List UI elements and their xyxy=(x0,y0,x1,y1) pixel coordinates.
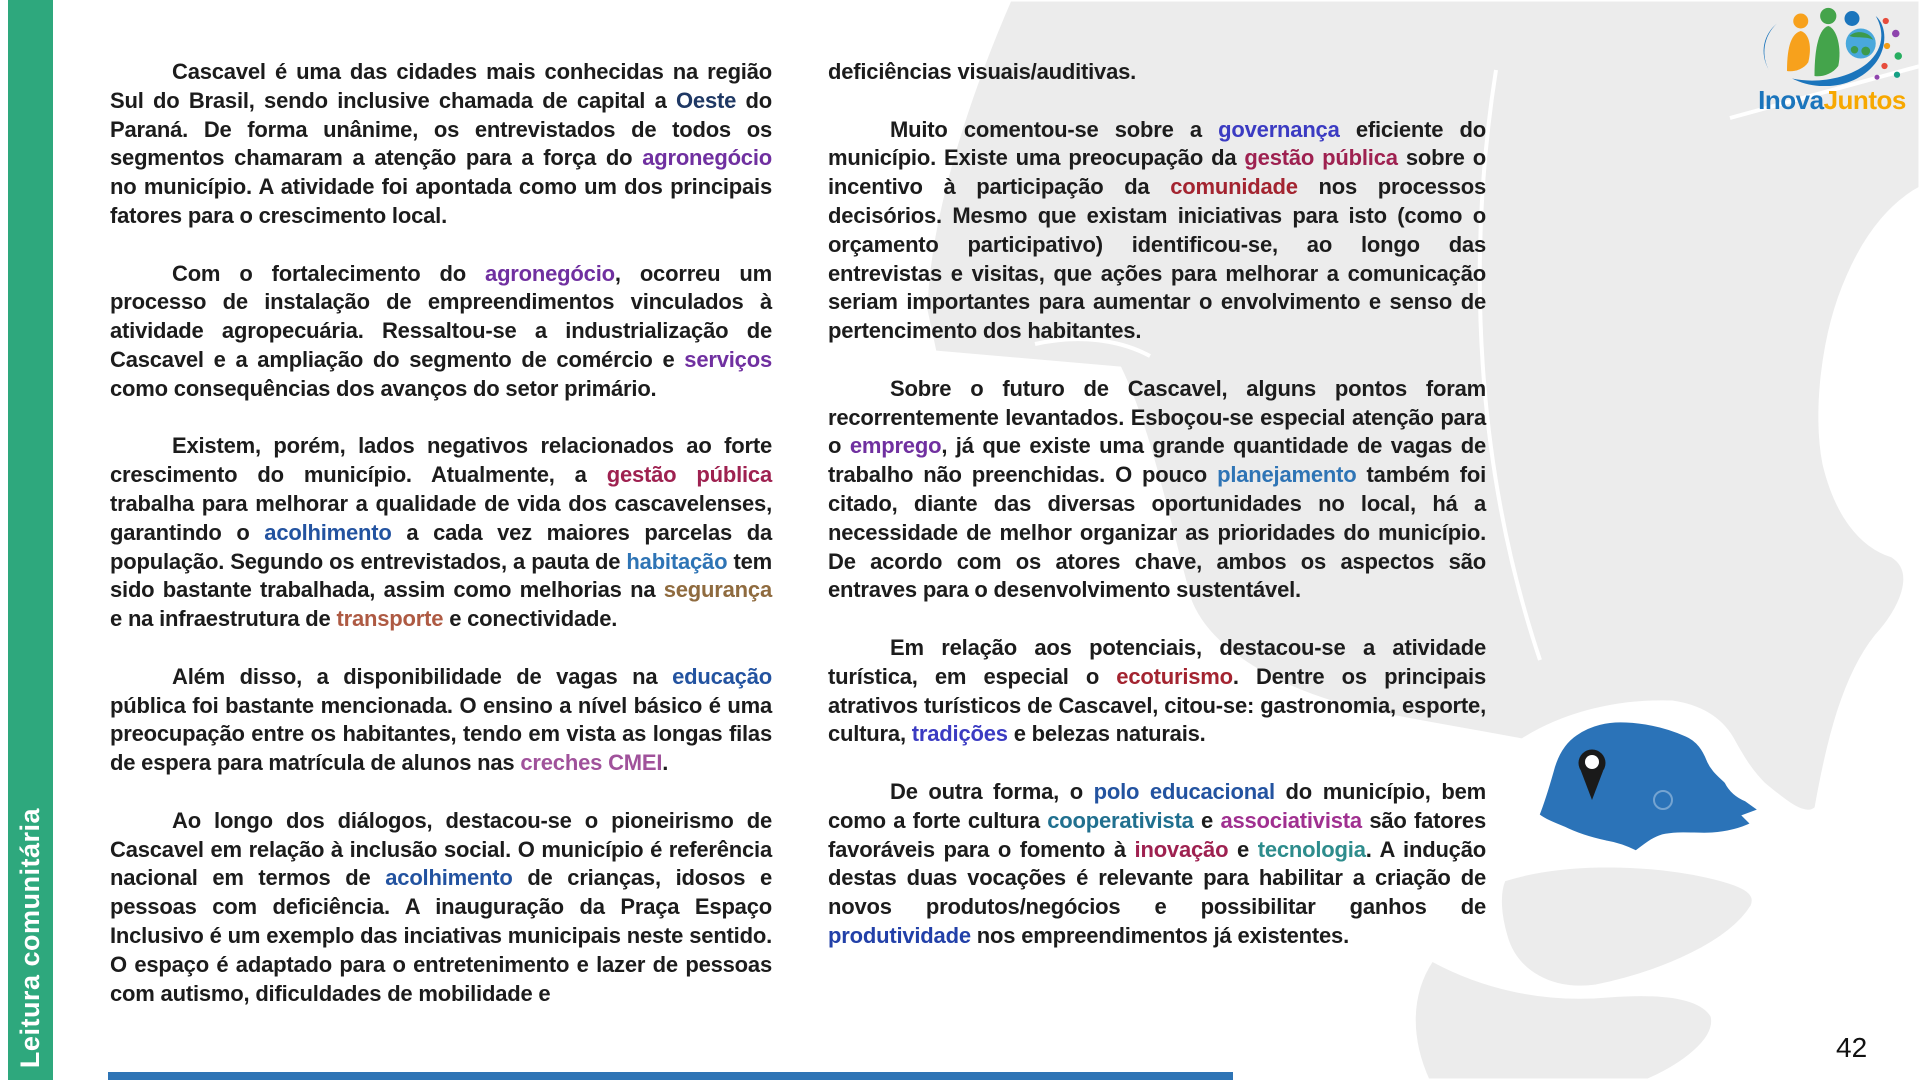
page-number: 42 xyxy=(1836,1032,1868,1063)
highlighted-term: Oeste xyxy=(676,87,737,113)
paragraph xyxy=(828,634,1486,749)
paragraph xyxy=(828,375,1486,605)
highlighted-state xyxy=(1538,721,1760,852)
logo-text-inova: Inova xyxy=(1758,85,1824,115)
highlighted-term: acolhimento xyxy=(385,865,513,891)
text-run: Sobre o futuro de Cascavel, alguns pontos foram recorrentemente levantados. Esboçou-se especial atenção para o xyxy=(828,375,1486,459)
text-run: Ao longo dos diálogos, destacou-se o pioneirismo de Cascavel em relação à inclusão social. O município é referência nacional em termos de xyxy=(110,807,772,891)
text-run: do Paraná. De forma unânime, os entrevistados de todos os segmentos chamaram a atenção para a força do xyxy=(110,87,773,171)
sidebar-label: Leitura comunitária xyxy=(15,807,45,1068)
highlighted-term: cooperativista xyxy=(1047,807,1194,833)
highlighted-term: associativista xyxy=(1220,807,1362,833)
text-run: eficiente do município. Existe uma preocupação da xyxy=(828,116,1486,171)
text-run: nos empreendimentos já existentes. xyxy=(970,922,1349,948)
highlighted-term: educação xyxy=(672,663,772,689)
highlighted-term: gestão pública xyxy=(606,462,772,488)
logo-text-juntos: Juntos xyxy=(1823,85,1906,115)
text-run: sobre o incentivo à participação da xyxy=(828,145,1486,200)
text-run: . xyxy=(662,750,669,776)
sidebar xyxy=(8,0,53,1080)
logo-text xyxy=(1748,86,1916,114)
paragraph xyxy=(828,116,1486,346)
text-run: como consequências dos avanços do setor primário. xyxy=(110,375,657,401)
map-state xyxy=(1500,866,1753,987)
text-run: De outra forma, o xyxy=(890,778,1094,804)
highlighted-term: governança xyxy=(1218,116,1340,142)
text-run: e belezas naturais. xyxy=(1007,721,1206,747)
text-run: a cada vez maiores parcelas da população. Segundo os entrevistados, a pauta de xyxy=(110,519,772,574)
text-run: . A indução destas duas vocações é relevante para habilitar a criação de novos produtos/negócios e possibilitar ganhos de xyxy=(828,836,1486,920)
paragraph xyxy=(110,663,772,778)
highlighted-term: tradições xyxy=(911,721,1008,747)
text-run: e xyxy=(1193,807,1221,833)
text-run: Muito comentou-se sobre a xyxy=(890,116,1219,142)
paragraph xyxy=(828,58,1486,87)
text-run: pública foi bastante mencionada. O ensino a nível básico é uma preocupação entre os habitantes, tendo em vista as longas filas de espera para matrícula de alunos nas xyxy=(110,692,772,776)
highlighted-term: emprego xyxy=(849,433,942,459)
text-run: tem sido bastante trabalhada, assim como melhorias na xyxy=(110,548,772,603)
text-run: são fatores favoráveis para o fomento à xyxy=(828,807,1486,862)
text-run: Cascavel é uma das cidades mais conhecidas na região Sul do Brasil, sendo inclusive chamada de capital a xyxy=(110,59,772,113)
text-run: do município, bem como a forte cultura xyxy=(828,778,1486,833)
text-run: Com o fortalecimento do xyxy=(172,260,486,286)
text-run: trabalha para melhorar a qualidade de vida dos cascavelenses, garantindo o xyxy=(110,490,772,545)
logo-icon xyxy=(1757,6,1907,86)
text-run: nos processos decisórios. Mesmo que existam iniciativas para isto (como o orçamento participativo) identificou-se, ao longo das entrevistas e visitas, que ações para melhorar a comunicação seriam importantes para aumentar o envolvimento e senso de pertencimento dos habitantes. xyxy=(828,174,1487,344)
highlighted-term: gestão pública xyxy=(1244,145,1398,171)
text-run: , já que existe uma grande quantidade de vagas de trabalho não preenchidas. O pouco xyxy=(828,433,1487,488)
highlighted-term: inovação xyxy=(1134,836,1229,862)
text-run: Além disso, a disponibilidade de vagas na xyxy=(172,663,673,689)
highlighted-term: ecoturismo xyxy=(1116,663,1233,689)
paragraph xyxy=(110,58,772,231)
highlighted-term: transporte xyxy=(336,606,444,632)
highlighted-term: segurança xyxy=(663,577,772,603)
highlighted-term: polo educacional xyxy=(1093,778,1275,804)
left-column xyxy=(110,58,772,1037)
highlighted-term: planejamento xyxy=(1217,462,1357,488)
text-run: Em relação aos potenciais, destacou-se a atividade turística, em especial o xyxy=(828,634,1486,689)
text-run: deficiências visuais/auditivas. xyxy=(828,59,1137,84)
highlighted-term: tecnologia xyxy=(1257,836,1366,862)
highlighted-term: comunidade xyxy=(1170,174,1298,200)
highlighted-term: produtividade xyxy=(828,922,971,948)
text-run: e conectividade. xyxy=(443,606,618,632)
text-run: no município. A atividade foi apontada como um dos principais fatores para o crescimento local. xyxy=(110,174,772,228)
text-run: . Dentre os principais atrativos turísticos de Cascavel, citou-se: gastronomia, esporte, cultura, xyxy=(828,663,1486,747)
paragraph xyxy=(110,432,772,634)
highlighted-term: agronegócio xyxy=(485,260,615,286)
right-column xyxy=(828,58,1486,980)
text-run: também foi citado, diante das diversas oportunidades no local, há a necessidade de melhor organizar as prioridades do município. De acordo com os atores chave, ambos os aspectos são entraves para o desenvolvimento sustentável. xyxy=(828,462,1486,603)
highlighted-term: creches CMEI xyxy=(520,750,663,776)
paragraph xyxy=(828,778,1486,951)
highlighted-term: agronegócio xyxy=(642,145,772,171)
logo xyxy=(1748,6,1916,114)
paragraph xyxy=(110,807,772,1009)
paragraph xyxy=(110,260,772,404)
text-run: e na infraestrutura de xyxy=(110,606,337,632)
highlighted-term: serviços xyxy=(684,346,772,372)
text-run: , ocorreu um processo de instalação de empreendimentos vinculados à atividade agropecuária. Ressaltou-se a industrialização de Cascavel e a ampliação do segmento de comércio e xyxy=(110,260,772,372)
text-run: de crianças, idosos e pessoas com deficiência. A inauguração da Praça Espaço Inclusivo é um exemplo das inciativas municipais neste sentido. O espaço é adaptado para o entretenimento e lazer de pessoas com autismo, dificuldades de mobilidade e xyxy=(110,865,773,1006)
footer-bar xyxy=(108,1072,1233,1080)
text-run: e xyxy=(1228,836,1258,862)
highlighted-term: acolhimento xyxy=(264,519,392,545)
highlighted-term: habitação xyxy=(626,548,728,574)
text-run: Existem, porém, lados negativos relacionados ao forte crescimento do município. Atualmente, a xyxy=(110,433,772,488)
